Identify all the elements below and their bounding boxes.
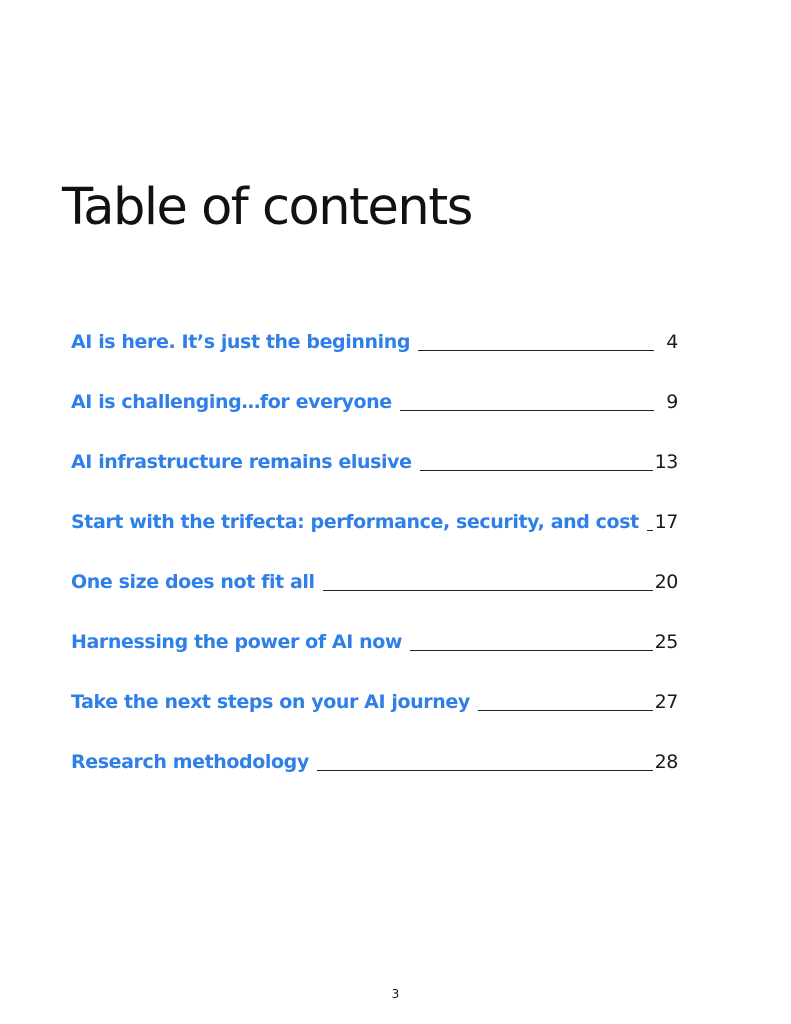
- toc-page-number: 20: [654, 571, 678, 593]
- toc-leader-line: [418, 350, 654, 351]
- toc-entry-label[interactable]: Start with the trifecta: performance, security, and cost: [71, 511, 639, 533]
- toc-page-number: 13: [654, 451, 678, 473]
- toc-entry-research-methodology[interactable]: [71, 746, 678, 806]
- toc-page-number: 9: [666, 391, 678, 413]
- toc-entry-ai-infrastructure[interactable]: [71, 446, 678, 506]
- toc-entry-label[interactable]: AI is challenging…for everyone: [71, 391, 392, 413]
- toc-leader-line: [420, 470, 653, 471]
- toc-leader-line: [478, 710, 653, 711]
- toc-leader-line: [647, 530, 653, 531]
- toc-leader-line: [317, 770, 653, 771]
- toc-entry-next-steps[interactable]: [71, 686, 678, 746]
- toc-entry-trifecta[interactable]: [71, 506, 678, 566]
- toc-leader-line: [400, 410, 654, 411]
- toc-entry-one-size[interactable]: [71, 566, 678, 626]
- toc-leader-line: [323, 590, 653, 591]
- toc-entry-label[interactable]: Research methodology: [71, 751, 309, 773]
- toc-entry-label[interactable]: Harnessing the power of AI now: [71, 631, 403, 653]
- toc-page-number: 27: [654, 691, 678, 713]
- table-of-contents: [71, 326, 678, 806]
- toc-entry-label[interactable]: One size does not fit all: [71, 571, 315, 593]
- toc-entry-label[interactable]: AI is here. It’s just the beginning: [71, 331, 411, 353]
- toc-entry-ai-is-challenging[interactable]: [71, 386, 678, 446]
- toc-page-number: 4: [666, 331, 678, 353]
- toc-entry-ai-is-here[interactable]: [71, 326, 678, 386]
- toc-entry-label[interactable]: AI infrastructure remains elusive: [71, 451, 412, 473]
- toc-page-number: 28: [654, 751, 678, 773]
- toc-entry-label[interactable]: Take the next steps on your AI journey: [71, 691, 470, 713]
- toc-entry-harnessing[interactable]: [71, 626, 678, 686]
- toc-page-number: 17: [654, 511, 678, 533]
- toc-leader-line: [410, 650, 653, 651]
- page-title: Table of contents: [62, 178, 472, 237]
- toc-page-number: 25: [654, 631, 678, 653]
- page-number: 3: [391, 987, 400, 1001]
